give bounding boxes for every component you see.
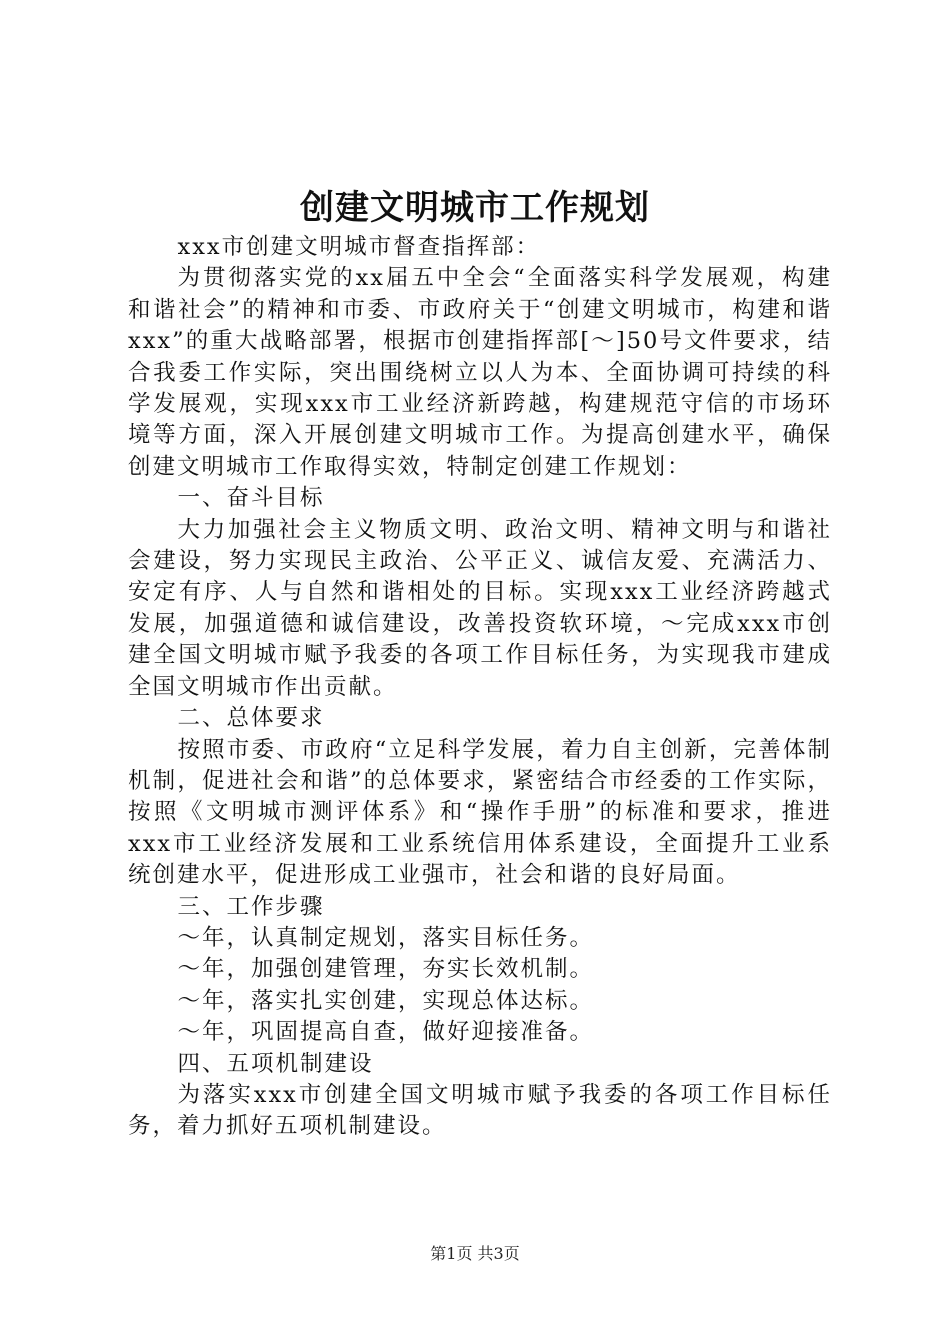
section-heading-mechanisms: 四、五项机制建设	[177, 1050, 374, 1077]
document-body	[128, 232, 832, 1143]
section-heading-goals: 一、奋斗目标	[177, 485, 325, 512]
step-item: ～年，认真制定规划，落实目标任务。	[177, 924, 595, 951]
body-paragraph-intro: 为贯彻落实党的xx届五中全会“全面落实科学发展观，构建和谐社会”的精神和市委、市政府关于“创建文明城市，构建和谐xxx”的重大战略部署，根据市创建指挥部[～]50号文件要求，结合我委工作实际，突出围绕树立以人为本、全面协调可持续的科学发展观，实现xxx市工业经济新跨越，构建规范守信的市场环境等方面，深入开展创建文明城市工作。为提高创建水平，确保创建文明城市工作取得实效，特制定创建工作规划：	[128, 265, 832, 480]
document-title: 创建文明城市工作规划	[300, 188, 650, 228]
body-paragraph-mechanisms: 为落实xxx市创建全国文明城市赋予我委的各项工作目标任务，着力抓好五项机制建设。	[128, 1081, 832, 1140]
step-item: ～年，落实扎实创建，实现总体达标。	[177, 987, 595, 1014]
step-item: ～年，巩固提高自查，做好迎接准备。	[177, 1019, 595, 1046]
page-footer: 第1页 共3页	[430, 1244, 520, 1263]
step-item: ～年，加强创建管理，夯实长效机制。	[177, 956, 595, 983]
section-heading-requirements: 二、总体要求	[177, 705, 325, 732]
salutation: xxx市创建文明城市督查指挥部：	[177, 234, 541, 260]
body-paragraph-requirements: 按照市委、市政府“立足科学发展，着力自主创新，完善体制机制，促进社会和谐”的总体要求，紧密结合市经委的工作实际，按照《文明城市测评体系》和“操作手册”的标准和要求，推进xxx市工业经济发展和工业系统信用体系建设，全面提升工业系统创建水平，促进形成工业强市，社会和谐的良好局面。	[128, 736, 832, 889]
body-paragraph-goals: 大力加强社会主义物质文明、政治文明、精神文明与和谐社会建设，努力实现民主政治、公平正义、诚信友爱、充满活力、安定有序、人与自然和谐相处的目标。实现xxx工业经济跨越式发展，加强道德和诚信建设，改善投资软环境，～完成xxx市创建全国文明城市赋予我委的各项工作目标任务，为实现我市建成全国文明城市作出贡献。	[128, 516, 832, 700]
section-heading-steps: 三、工作步骤	[177, 893, 325, 920]
